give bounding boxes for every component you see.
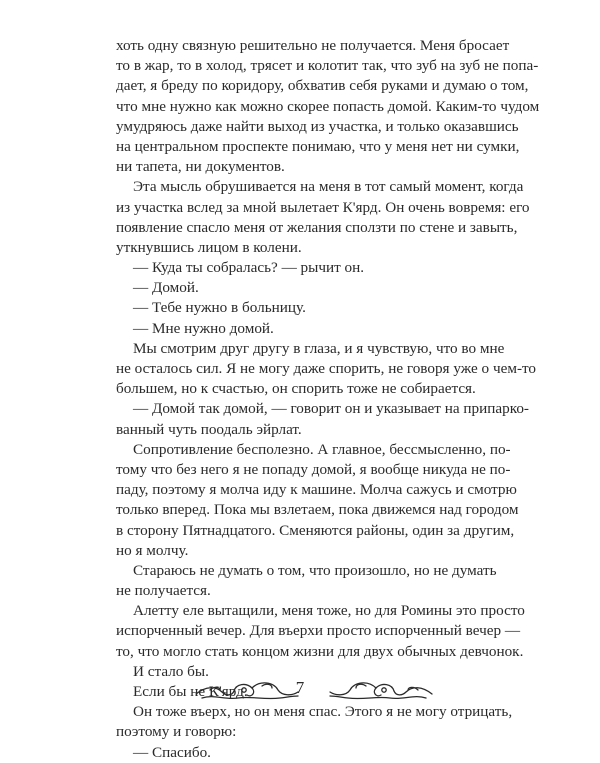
- text-line: — Спасибо.: [133, 743, 211, 761]
- text-line: Эта мысль обрушивается на меня в тот самый момент, когда: [133, 178, 524, 196]
- text-line: умудряюсь даже найти выход из участка, и только оказавшись: [116, 117, 519, 135]
- wave-flourish-icon: [192, 674, 302, 704]
- text-line: ни тапета, ни документов.: [116, 158, 285, 176]
- text-line: что мне нужно как можно скорее попасть домой. Каким-то чудом: [116, 97, 540, 115]
- text-line: то, что могло стать концом жизни для двух обычных девчонок.: [116, 642, 524, 660]
- text-line: уткнувшись лицом в колени.: [116, 238, 302, 256]
- text-line: Сопротивление бесполезно. А главное, бессмысленно, по-: [133, 440, 511, 458]
- text-line: тому что без него я не попаду домой, я вообще никуда не по-: [116, 460, 511, 478]
- text-line: Мы смотрим друг другу в глаза, и я чувствую, что во мне: [133, 339, 505, 357]
- text-line: появление спасло меня от желания сползти по стене и завыть,: [116, 218, 518, 236]
- text-line: дает, я бреду по коридору, обхватив себя руками и думаю о том,: [116, 77, 529, 95]
- text-line: хоть одну связную решительно не получается. Меня бросает: [116, 37, 510, 54]
- text-line: то в жар, то в холод, трясет и колотит так, что зуб на зуб не попа-: [116, 57, 539, 75]
- text-line: только вперед. Пока мы взлетаем, пока движемся над городом: [116, 501, 519, 519]
- text-line: — Мне нужно домой.: [133, 319, 274, 337]
- page-footer: [0, 670, 600, 710]
- text-line: но я молчу.: [116, 541, 189, 559]
- text-line: не осталось сил. Я не могу даже спорить, не говоря уже о чем-то: [116, 360, 537, 377]
- page-number: 7: [295, 678, 305, 697]
- text-line: Если бы не К'ярд.: [133, 683, 248, 700]
- text-line: — Куда ты собралась? — рычит он.: [133, 259, 365, 277]
- text-line: И стало бы.: [133, 662, 209, 680]
- text-line: из участка вслед за мной вылетает К'ярд. Он очень вовремя: его: [116, 198, 530, 216]
- text-line: в сторону Пятнадцатого. Сменяются районы, один за другим,: [116, 521, 515, 539]
- text-line: ванный чуть поодаль эйрлат.: [116, 420, 302, 438]
- text-line: Стараюсь не думать о том, что произошло, но не думать: [133, 561, 497, 579]
- text-line: на центральном проспекте понимаю, что у меня нет ни сумки,: [116, 137, 520, 155]
- text-line: Он тоже въерх, но он меня спас. Этого я не могу отрицать,: [133, 703, 513, 721]
- text-line: большем, но к счастью, он спорить тоже не собирается.: [116, 380, 476, 398]
- wave-flourish-icon: [326, 674, 436, 704]
- text-line: испорченный вечер. Для въерхи просто испорченный вечер —: [116, 622, 521, 640]
- text-line: — Тебе нужно в больницу.: [133, 299, 306, 317]
- text-line: — Домой так домой, — говорит он и указывает на припарко-: [133, 400, 529, 418]
- text-line: не получается.: [116, 582, 211, 600]
- text-line: Алетту еле вытащили, меня тоже, но для Ромины это просто: [133, 602, 525, 620]
- text-line: — Домой.: [133, 279, 199, 297]
- text-line: поэтому и говорю:: [116, 723, 237, 741]
- text-line: паду, поэтому я молча иду к машине. Молча сажусь и смотрю: [116, 481, 517, 499]
- body-text: [116, 36, 540, 763]
